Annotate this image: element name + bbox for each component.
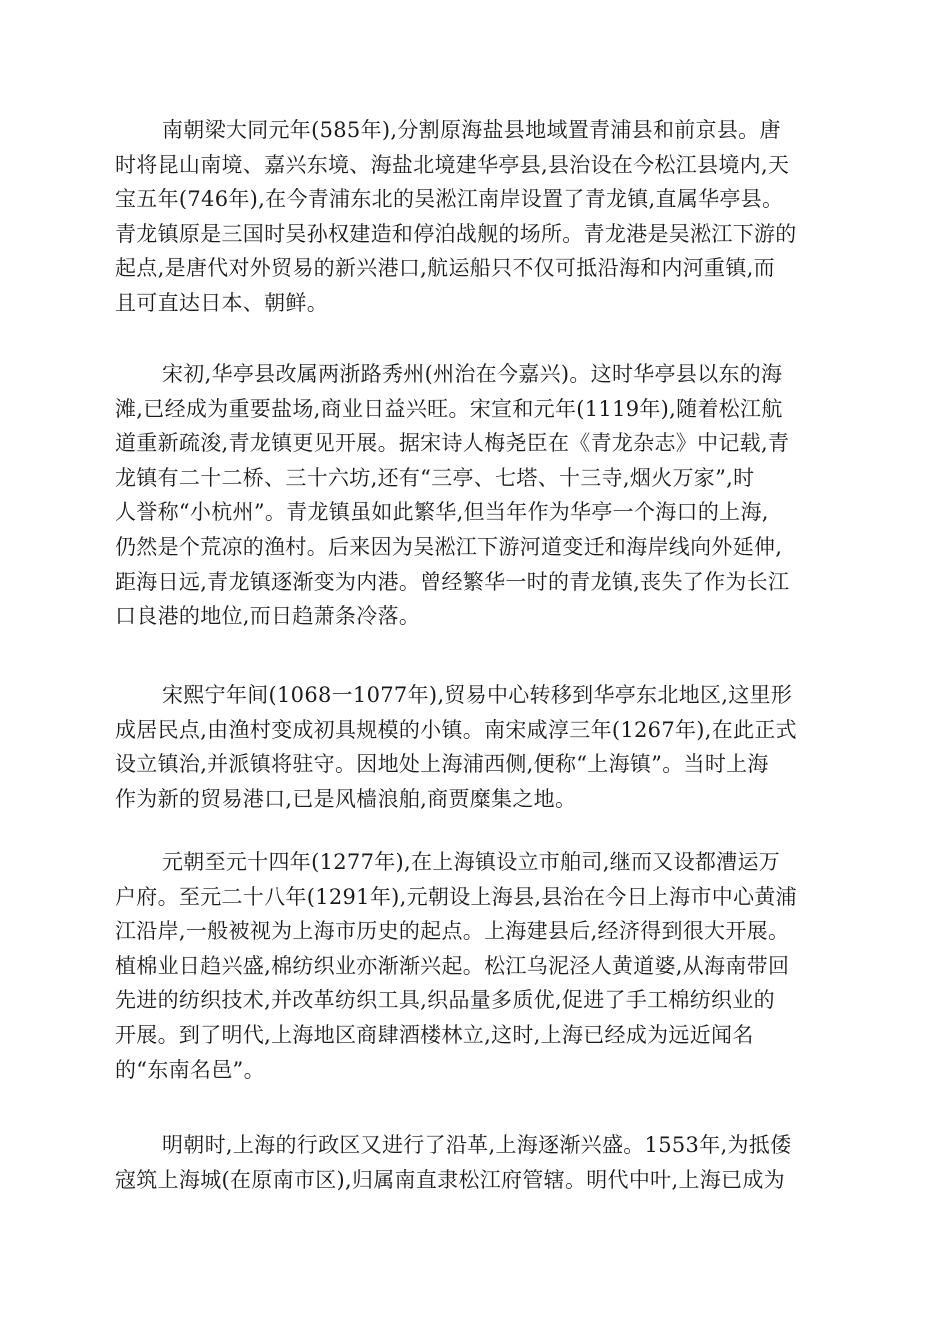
text-line: 口良港的地位,而日趋萧条冷落。: [115, 604, 421, 629]
text-line: 时将昆山南境、嘉兴东境、海盐北境建华亭县,县治设在今松江县境内,天: [115, 152, 790, 177]
text-line: 道重新疏浚,青龙镇更见开展。据宋诗人梅尧臣在《青龙杂志》中记载,青: [115, 431, 790, 456]
text-line: 开展。到了明代,上海地区商肆酒楼林立,这时,上海已经成为远近闻名: [115, 1022, 754, 1047]
text-line: 宋初,华亭县改属两浙路秀州(州治在今嘉兴)。这时华亭县以东的海: [162, 362, 783, 386]
text-line: 设立镇治,并派镇将驻守。因地处上海浦西侧,便称“上海镇”。当时上海: [115, 752, 769, 777]
text-line: 明朝时,上海的行政区又进行了沿革,上海逐渐兴盛。1553年,为抵倭: [162, 1133, 792, 1157]
text-line: 滩,已经成为重要盐场,商业日益兴旺。宋宣和元年(1119年),随着松江航: [115, 396, 783, 421]
paragraph-liang-tang: [115, 113, 797, 321]
text-line: 植棉业日趋兴盛,棉纺织业亦渐渐兴起。松江乌泥泾人黄道婆,从海南带回: [115, 953, 790, 978]
text-line: 龙镇有二十二桥、三十六坊,还有“三亭、七塔、十三寺,烟火万家”,时: [115, 465, 755, 490]
paragraph-song-xining: [115, 678, 797, 816]
text-line: 成居民点,由渔村变成初具规模的小镇。南宋咸淳三年(1267年),在此正式: [115, 717, 797, 742]
paragraph-yuan: [115, 845, 797, 1087]
text-line: 宋熙宁年间(1068一1077年),贸易中心转移到华亭东北地区,这里形: [162, 683, 793, 707]
text-line: 人誉称“小杭州”。青龙镇虽如此繁华,但当年作为华亭一个海口的上海,: [115, 500, 769, 525]
text-line: 元朝至元十四年(1277年),在上海镇设立市舶司,继而又设都漕运万: [162, 850, 781, 874]
text-line: 江沿岸,一般被视为上海市历史的起点。上海建县后,经济得到很大开展。: [115, 919, 790, 944]
text-line: 宝五年(746年),在今青浦东北的吴淞江南岸设置了青龙镇,直属华亭县。: [115, 187, 784, 212]
paragraph-ming: [115, 1128, 791, 1197]
text-line: 先进的纺织技术,并改革纺织工具,织品量多质优,促进了手工棉纺织业的: [115, 988, 775, 1013]
text-line: 且可直达日本、朝鲜。: [115, 290, 328, 315]
text-line: 作为新的贸易港口,已是风樯浪舶,商贾糜集之地。: [115, 786, 577, 811]
text-line: 起点,是唐代对外贸易的新兴港口,航运船只不仅可抵沿海和内河重镇,而: [115, 256, 775, 281]
text-line: 距海日远,青龙镇逐渐变为内港。曾经繁华一时的青龙镇,丧失了作为长江: [115, 569, 790, 594]
text-line: 户府。至元二十八年(1291年),元朝设上海县,县治在今日上海市中心黄浦: [115, 884, 797, 909]
text-line: 的“东南名邑”。: [115, 1057, 265, 1082]
text-line: 南朝梁大同元年(585年),分割原海盐县地域置青浦县和前京县。唐: [162, 118, 781, 142]
text-line: 寇筑上海城(在原南市区),归属南直隶松江府管辖。明代中叶,上海已成为: [115, 1167, 785, 1192]
paragraph-song-early: [115, 357, 789, 634]
text-line: 仍然是个荒凉的渔村。后来因为吴淞江下游河道变迁和海岸线向外延伸,: [115, 534, 783, 559]
text-line: 青龙镇原是三国时吴孙权建造和停泊战舰的场所。青龙港是吴淞江下游的: [115, 221, 797, 246]
